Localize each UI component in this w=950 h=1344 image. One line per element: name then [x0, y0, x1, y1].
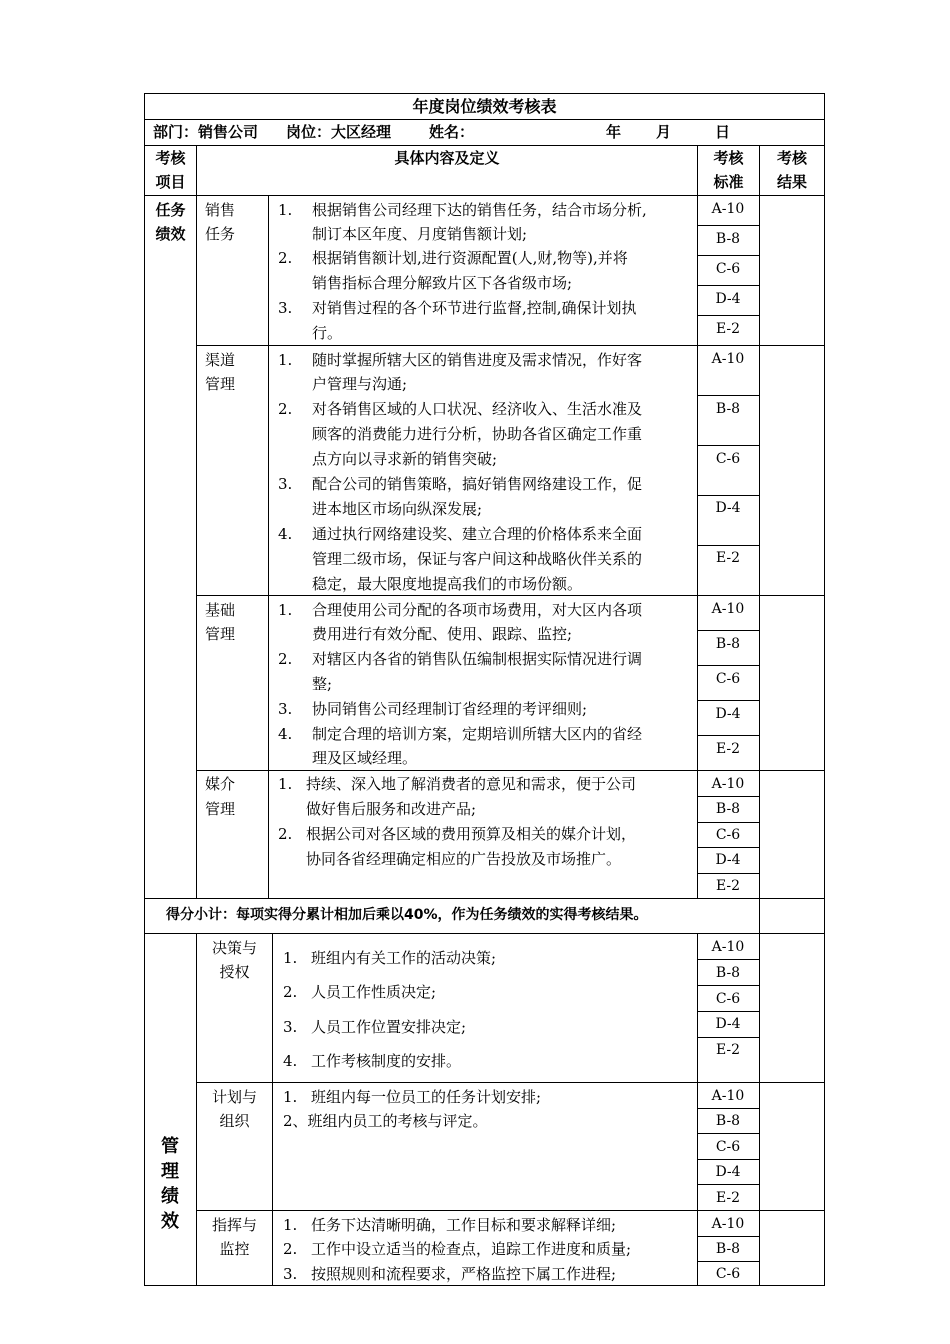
col-result-line1: 考核	[776, 149, 807, 167]
grade-d: D-4	[715, 1016, 741, 1032]
grade-c: C-6	[715, 671, 741, 687]
item-text: 稳定，最大限度地提高我们的市场份额。	[312, 575, 583, 593]
item-text: 合理使用公司分配的各项市场费用，对大区内各项	[312, 601, 643, 619]
grade-b: B-8	[715, 401, 741, 417]
grade-c: C-6	[715, 1139, 741, 1155]
item-line	[278, 572, 582, 597]
item-number: 2、	[283, 1112, 308, 1130]
item-line	[278, 321, 342, 346]
group-name-line2: 组织	[219, 1112, 250, 1130]
item-text: 持续、深入地了解消费者的意见和需求，便于公司	[306, 775, 637, 793]
item-line	[278, 348, 642, 373]
item-text: 对各销售区域的人口状况、经济收入、生活水准及	[312, 400, 643, 418]
item-text: 行。	[312, 324, 343, 342]
grade-d: D-4	[715, 291, 741, 307]
item-text: 随时掌握所辖大区的销售进度及需求情况，作好客	[312, 351, 643, 369]
item-number: 1.	[278, 775, 293, 793]
item-number: 1.	[283, 1216, 298, 1234]
grade-e: E-2	[715, 1042, 741, 1058]
item-line	[278, 296, 637, 321]
item-text: 点方向以寻求新的销售突破;	[312, 450, 498, 468]
item-text: 任务下达清晰明确，工作目标和要求解释详细;	[311, 1216, 617, 1234]
item-number: 3.	[278, 475, 293, 493]
grade-a: A-10	[711, 939, 745, 955]
item-number: 2.	[283, 1240, 298, 1258]
item-line	[278, 772, 636, 797]
grade-d: D-4	[715, 706, 741, 722]
item-text: 工作中设立适当的检查点，追踪工作进度和质量;	[311, 1240, 632, 1258]
item-text: 班组内每一位员工的任务计划安排;	[311, 1088, 542, 1106]
item-text: 配合公司的销售策略，搞好销售网络建设工作，促	[312, 475, 643, 493]
item-number: 2.	[283, 983, 298, 1001]
item-line	[278, 847, 621, 872]
item-text: 管理二级市场，保证与客户间这种战略伙伴关系的	[312, 550, 643, 568]
col-content: 具体内容及定义	[394, 149, 500, 167]
item-line	[278, 522, 642, 547]
item-line	[278, 598, 642, 623]
group-name-line1: 渠道	[205, 351, 236, 369]
item-line	[283, 1262, 616, 1287]
item-number: 4.	[278, 725, 293, 743]
grade-b: B-8	[715, 231, 741, 247]
dept-label: 部门：销售公司	[153, 123, 259, 141]
mgmt-section-label-char: 管	[161, 1136, 179, 1157]
mgmt-section-label-char: 效	[161, 1211, 179, 1232]
month-label: 月	[656, 123, 672, 141]
item-line	[278, 422, 642, 447]
item-number: 2.	[278, 650, 293, 668]
task-section-label-line2: 绩效	[155, 225, 186, 243]
item-line	[283, 1085, 541, 1110]
form-title: 年度岗位绩效考核表	[412, 97, 557, 116]
grade-c: C-6	[715, 991, 741, 1007]
mgmt-section-label-char: 绩	[161, 1186, 179, 1207]
item-text: 班组内员工的考核与评定。	[307, 1112, 488, 1130]
item-line	[283, 1237, 631, 1262]
grade-b: B-8	[715, 636, 741, 652]
grade-b: B-8	[715, 1113, 741, 1129]
item-line	[278, 397, 642, 422]
item-number: 1.	[278, 601, 293, 619]
item-number: 2.	[278, 400, 293, 418]
grade-a: A-10	[711, 201, 745, 217]
item-line	[278, 372, 407, 397]
group-name-line2: 授权	[219, 963, 250, 981]
grade-c: C-6	[715, 1266, 741, 1282]
item-line	[278, 497, 482, 522]
item-line	[278, 622, 572, 647]
grade-e: E-2	[715, 1190, 741, 1206]
group-name-line2: 监控	[219, 1240, 250, 1258]
item-text: 协同销售公司经理制订省经理的考评细则;	[312, 700, 588, 718]
item-line	[278, 271, 572, 296]
item-number: 2.	[278, 825, 293, 843]
grade-a: A-10	[711, 351, 745, 367]
col-item-line2: 项目	[155, 173, 186, 191]
grade-c: C-6	[715, 827, 741, 843]
item-text: 班组内有关工作的活动决策;	[311, 949, 497, 967]
grade-a: A-10	[711, 601, 745, 617]
item-text: 进本地区市场向纵深发展;	[312, 500, 483, 518]
grade-d: D-4	[715, 500, 741, 516]
col-item-line1: 考核	[155, 149, 186, 167]
group-name-line1: 基础	[205, 601, 236, 619]
item-line	[278, 797, 476, 822]
group-name-line2: 管理	[205, 375, 236, 393]
col-standard-line1: 考核	[713, 149, 744, 167]
group-name-line1: 计划与	[211, 1088, 257, 1106]
item-line	[278, 246, 628, 271]
grade-e: E-2	[715, 741, 741, 757]
item-line	[278, 722, 642, 747]
grade-b: B-8	[715, 801, 741, 817]
item-number: 4.	[283, 1052, 298, 1070]
grade-c: C-6	[715, 261, 741, 277]
item-line	[278, 746, 417, 771]
item-text: 人员工作位置安排决定;	[311, 1018, 467, 1036]
group-name-line2: 任务	[205, 225, 236, 243]
item-number: 3.	[283, 1265, 298, 1283]
item-text: 工作考核制度的安排。	[311, 1052, 462, 1070]
task-section-label-line1: 任务	[155, 201, 186, 219]
item-line	[283, 1213, 616, 1238]
item-text: 协同各省经理确定相应的广告投放及市场推广。	[306, 850, 622, 868]
item-number: 1.	[278, 351, 293, 369]
post-label: 岗位：大区经理	[286, 123, 392, 141]
item-text: 制定合理的培训方案，定期培训所辖大区内的省经	[312, 725, 643, 743]
grade-a: A-10	[711, 776, 745, 792]
group-name-line2: 管理	[205, 625, 236, 643]
item-line	[283, 946, 496, 971]
grade-b: B-8	[715, 965, 741, 981]
grade-e: E-2	[715, 321, 741, 337]
grade-e: E-2	[715, 550, 741, 566]
item-line	[278, 447, 497, 472]
item-line	[283, 1049, 461, 1074]
item-line	[283, 1015, 466, 1040]
group-name-line1: 媒介	[205, 775, 236, 793]
item-text: 对销售过程的各个环节进行监督,控制,确保计划执	[312, 299, 637, 317]
grade-d: D-4	[715, 852, 741, 868]
item-text: 根据销售公司经理下达的销售任务，结合市场分析,	[312, 201, 647, 219]
mgmt-section-label-char: 理	[161, 1161, 179, 1182]
item-line	[283, 1109, 488, 1134]
item-number: 1.	[283, 1088, 298, 1106]
item-line	[278, 672, 332, 697]
item-line	[283, 980, 436, 1005]
item-text: 按照规则和流程要求，严格监控下属工作进程;	[311, 1265, 617, 1283]
day-label: 日	[715, 123, 731, 141]
grade-c: C-6	[715, 451, 741, 467]
item-text: 费用进行有效分配、使用、跟踪、监控;	[312, 625, 573, 643]
item-text: 做好售后服务和改进产品;	[306, 800, 477, 818]
year-label: 年	[606, 123, 622, 141]
group-name-line1: 销售	[205, 201, 236, 219]
item-number: 3.	[283, 1018, 298, 1036]
grade-a: A-10	[711, 1216, 745, 1232]
item-text: 根据公司对各区域的费用预算及相关的媒介计划，	[306, 825, 637, 843]
col-result-line2: 结果	[776, 173, 807, 191]
item-line	[278, 647, 642, 672]
group-name-line2: 管理	[205, 800, 236, 818]
item-text: 户管理与沟通;	[312, 375, 408, 393]
name-label: 姓名：	[429, 123, 475, 141]
group-name-line1: 指挥与	[211, 1216, 257, 1234]
col-standard-line2: 标准	[713, 173, 744, 191]
item-line	[278, 822, 636, 847]
item-text: 通过执行网络建设奖、建立合理的价格体系来全面	[312, 525, 643, 543]
subtotal-note: 得分小计：每项实得分累计相加后乘以40%，作为任务绩效的实得考核结果。	[166, 907, 648, 923]
item-text: 整;	[312, 675, 333, 693]
item-text: 制订本区年度、月度销售额计划;	[312, 225, 528, 243]
item-number: 2.	[278, 249, 293, 267]
item-number: 4.	[278, 525, 293, 543]
item-line	[278, 222, 527, 247]
item-line	[278, 472, 642, 497]
item-number: 3.	[278, 299, 293, 317]
item-text: 理及区域经理。	[312, 749, 418, 767]
item-line	[278, 697, 587, 722]
group-name-line1: 决策与	[211, 939, 257, 957]
item-text: 对辖区内各省的销售队伍编制根据实际情况进行调	[312, 650, 643, 668]
item-text: 销售指标合理分解致片区下各省级市场;	[312, 274, 573, 292]
item-number: 3.	[278, 700, 293, 718]
item-number: 1.	[283, 949, 298, 967]
grade-d: D-4	[715, 1164, 741, 1180]
item-number: 1.	[278, 201, 293, 219]
item-text: 根据销售额计划,进行资源配置(人,财,物等),并将	[312, 249, 628, 267]
item-text: 顾客的消费能力进行分析，协助各省区确定工作重	[312, 425, 643, 443]
item-line	[278, 198, 647, 223]
item-line	[278, 547, 642, 572]
item-text: 人员工作性质决定;	[311, 983, 437, 1001]
grade-a: A-10	[711, 1088, 745, 1104]
grade-b: B-8	[715, 1241, 741, 1257]
grade-e: E-2	[715, 878, 741, 894]
